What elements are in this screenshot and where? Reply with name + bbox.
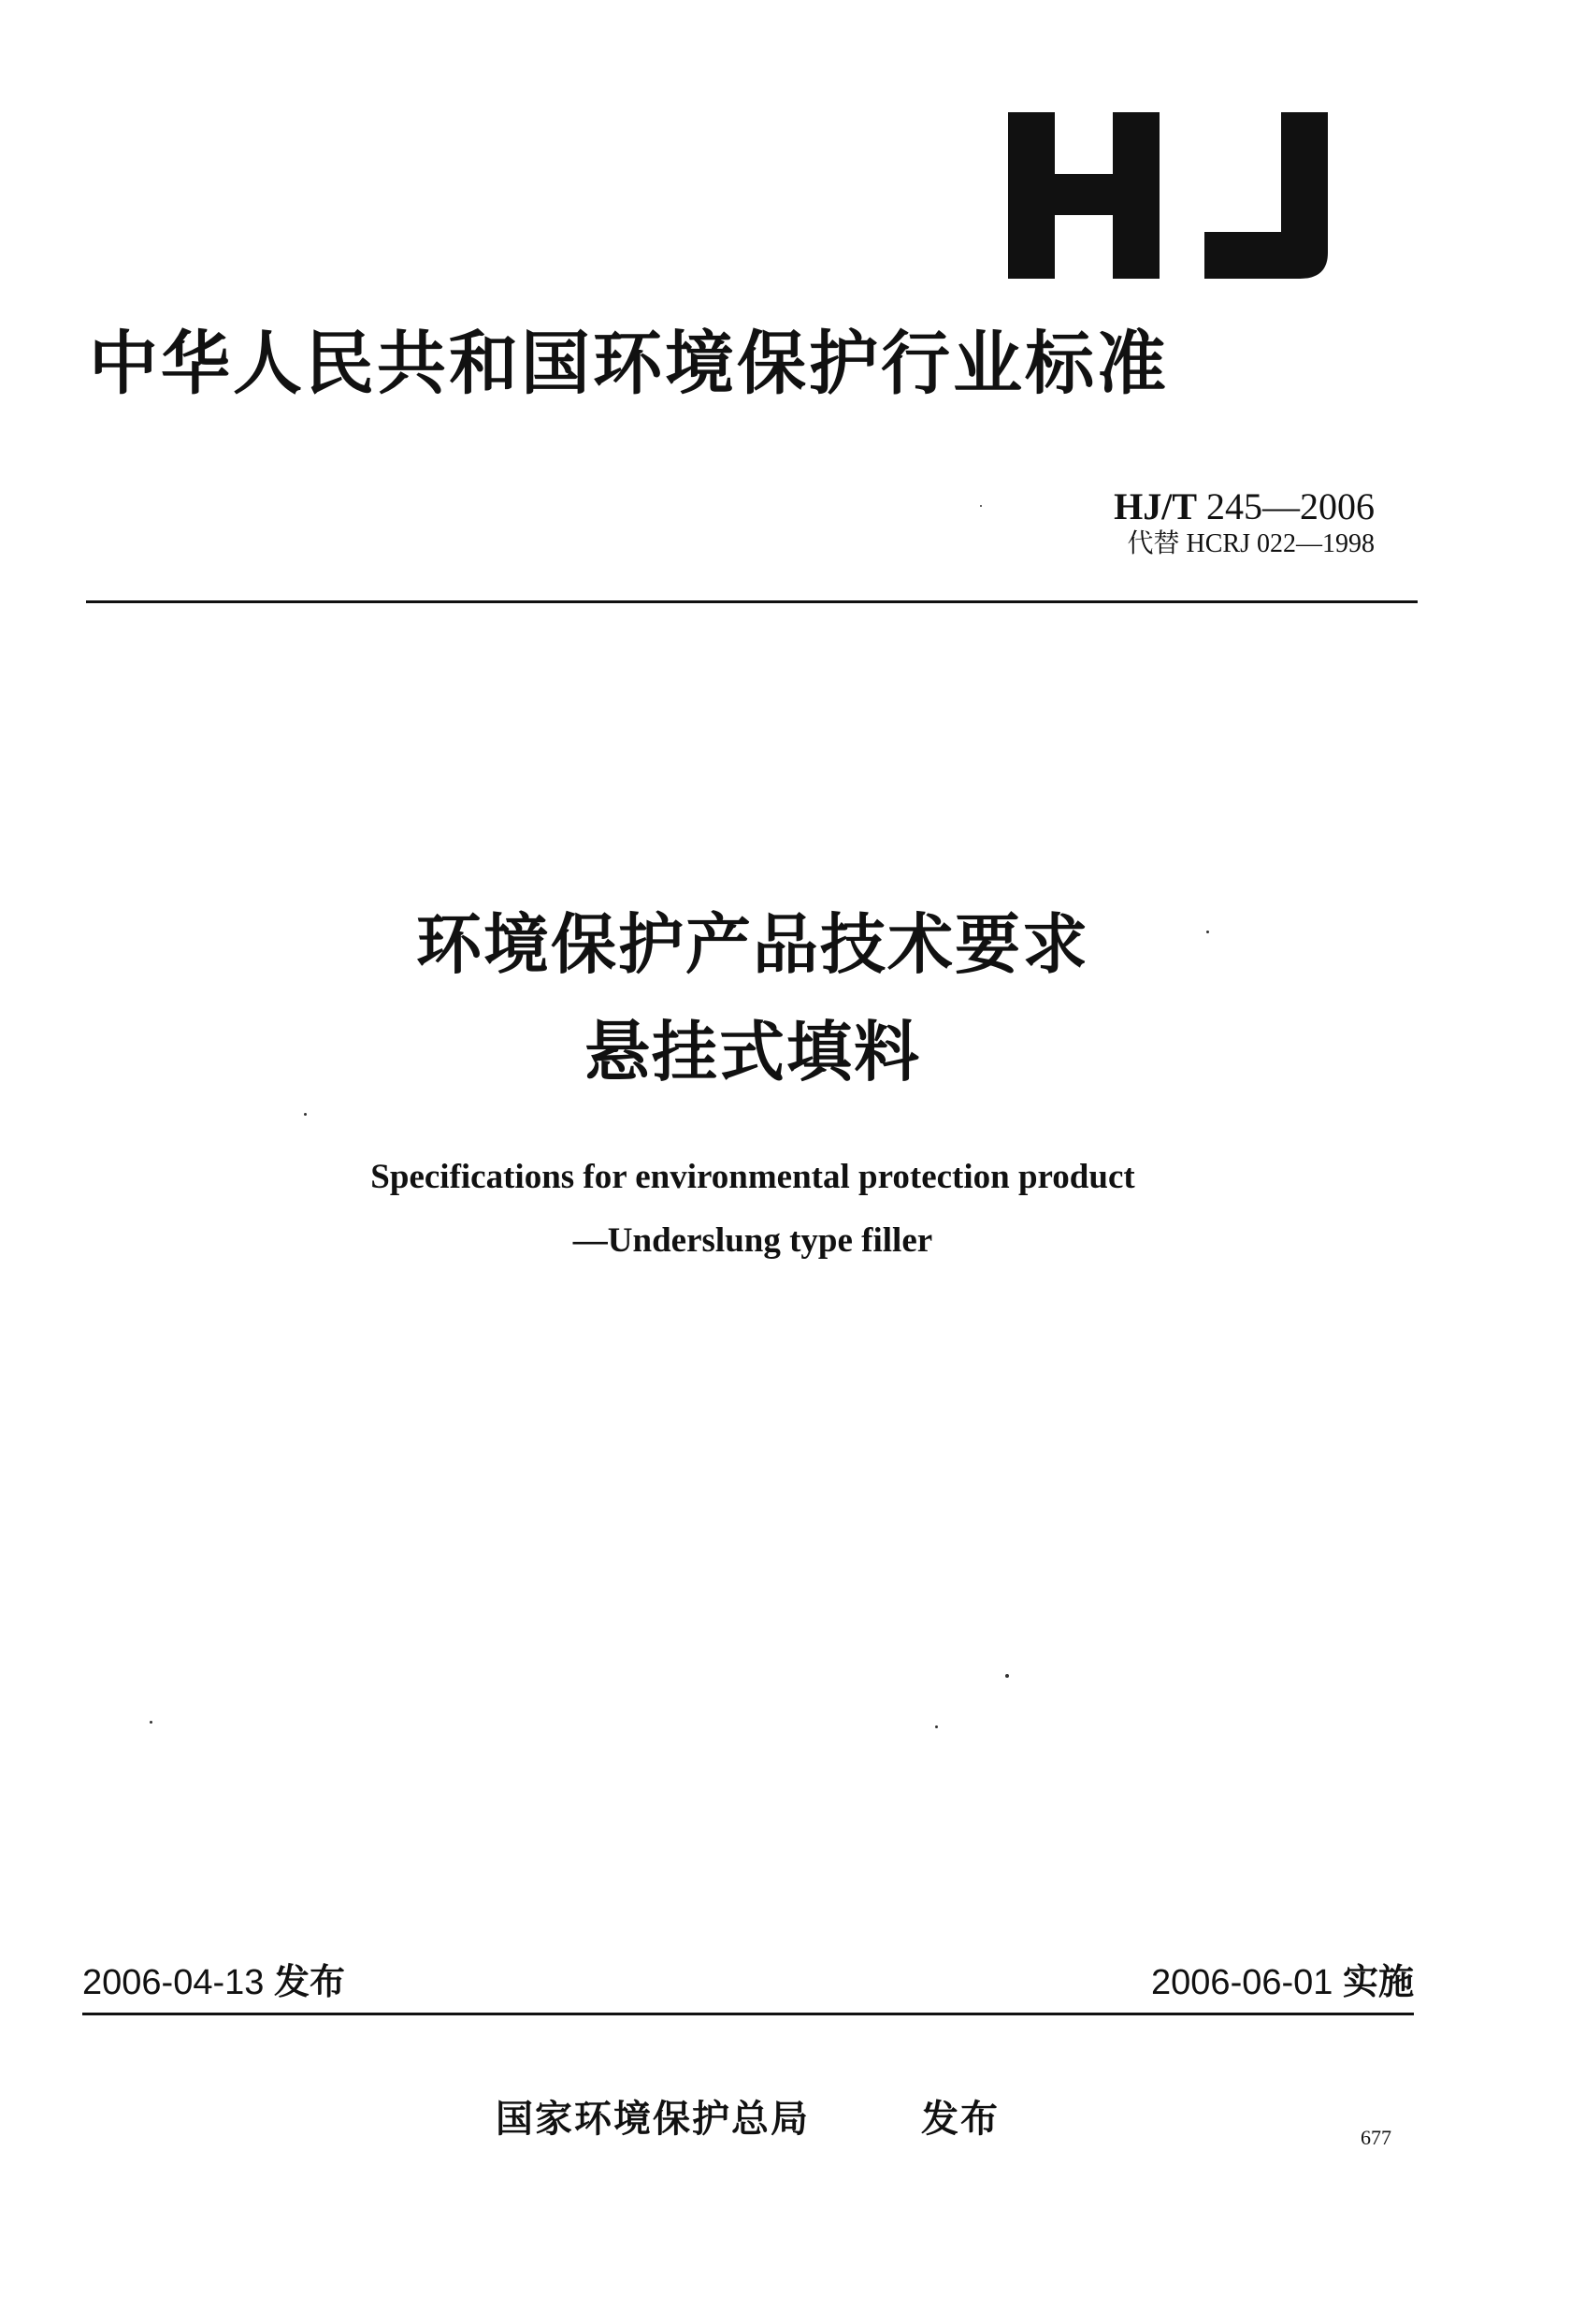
page-number: 677 [1361,2126,1391,2149]
standard-code-prefix: HJ/T [1114,485,1197,527]
top-divider [86,600,1418,603]
standard-code [935,485,1375,527]
effective-date-value: 2006-06-01 [1151,1963,1333,2002]
replaces-label: 代替 [1127,529,1180,558]
title-en-line1: Specifications for environmental protection product [370,1158,1135,1196]
scan-speck [304,1113,307,1116]
title-cn-line2: 悬挂式填料 [584,1014,921,1090]
scan-speck [935,1725,938,1728]
issue-date [82,1961,345,2002]
standard-code-number: 245—2006 [1206,485,1375,527]
effective-date-label: 实施 [1342,1961,1414,2002]
issue-date-value: 2006-04-13 [82,1963,265,2002]
bottom-divider [82,2013,1414,2015]
title-en-line2: —Underslung type filler [572,1221,933,1260]
replaces-code: HCRJ 022—1998 [1186,529,1375,558]
scan-speck [150,1721,152,1724]
issue-date-label: 发布 [273,1961,345,2002]
publisher-action: 发布 [921,2098,1000,2141]
scan-speck [1206,931,1209,933]
publisher-name: 国家环境保护总局 [496,2098,810,2141]
header-title: 中华人民共和国环境保护行业标准 [89,324,1169,404]
replaces-line [935,531,1375,557]
title-cn-line1: 环境保护产品技术要求 [416,906,1089,983]
scan-speck [980,505,982,507]
scan-speck [1005,1674,1009,1678]
hj-logo [1008,112,1328,279]
effective-date [935,1961,1414,2002]
